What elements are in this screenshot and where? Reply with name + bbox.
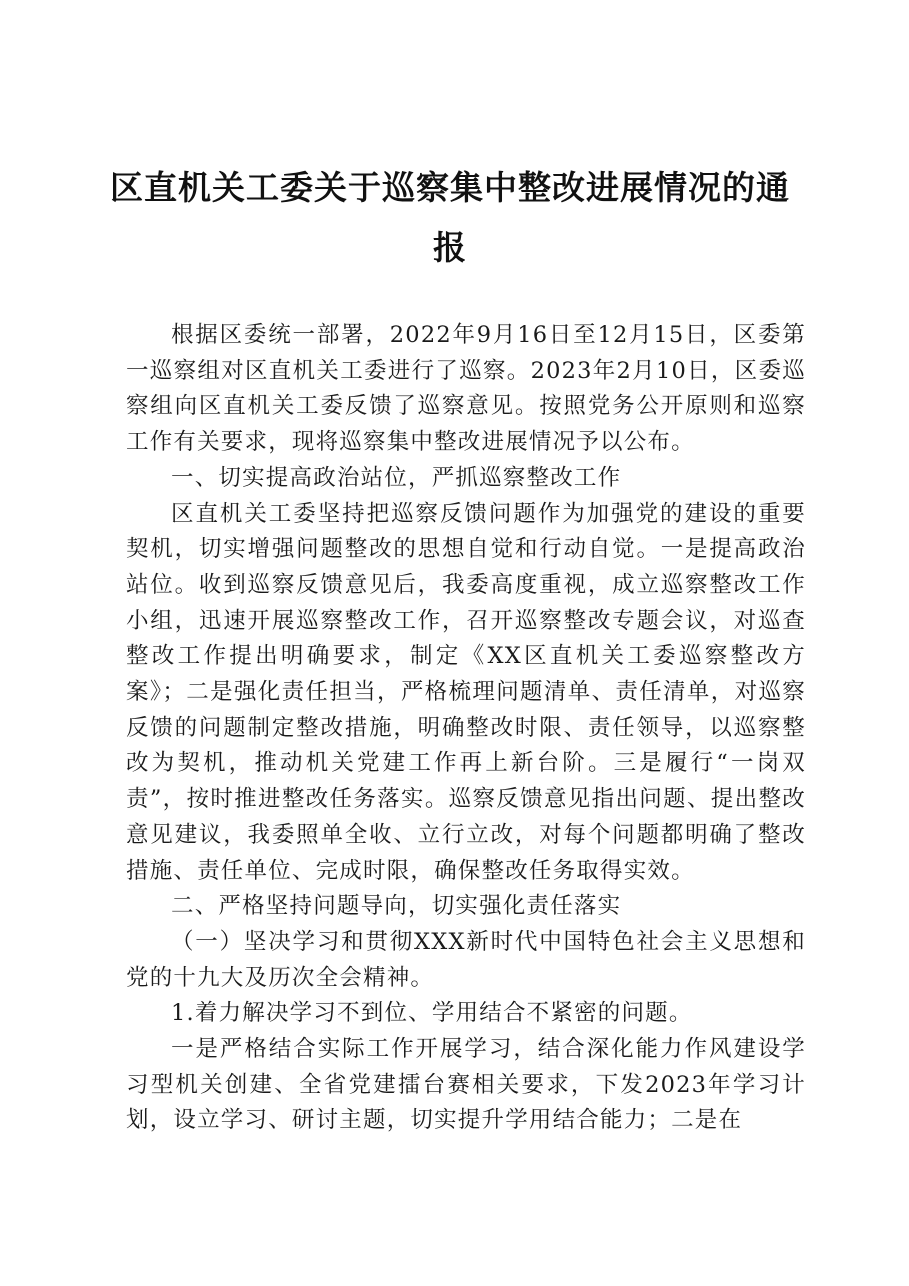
section-heading-2: 二、严格坚持问题导向，切实强化责任落实 [171, 893, 622, 920]
document-body [126, 318, 806, 1139]
item-heading-1: 1.着力解决学习不到位、学用结合不紧密的问题。 [171, 1000, 693, 1027]
document-title: 区直机关工委关于巡察集中整改进展情况的通报 [110, 168, 790, 267]
subsection-heading-1: （一）坚决学习和贯彻XXX新时代中国特色社会主义思想和党的十九大及历次全会精神。 [126, 928, 806, 991]
section-1-paragraph: 区直机关工委坚持把巡察反馈问题作为加强党的建设的重要契机，切实增强问题整改的思想自觉和行动自觉。一是提高政治站位。收到巡察反馈意见后，我委高度重视，成立巡察整改工作小组，迅速开展巡察整改工作，召开巡察整改专题会议，对巡查整改工作提出明确要求，制定《XX区直机关工委巡察整改方案》；二是强化责任担当，严格梳理问题清单、责任清单，对巡察反馈的问题制定整改措施，明确整改时限、责任领导，以巡察整改为契机，推动机关党建工作再上新台阶。三是履行“一岗双责”，按时推进整改任务落实。巡察反馈意见指出问题、提出整改意见建议，我委照单全收、立行立改，对每个问题都明确了整改措施、责任单位、完成时限，确保整改任务取得实效。 [126, 500, 806, 884]
item-1-paragraph: 一是严格结合实际工作开展学习，结合深化能力作风建设学习型机关创建、全省党建擂台赛相关要求，下发2023年学习计划，设立学习、研讨主题，切实提升学用结合能力；二是在 [126, 1036, 806, 1134]
intro-paragraph: 根据区委统一部署，2022年9月16日至12月15日，区委第一巡察组对区直机关工委进行了巡察。2023年2月10日，区委巡察组向区直机关工委反馈了巡察意见。按照党务公开原则和巡察工作有关要求，现将巡察集中整改进展情况予以公布。 [126, 322, 806, 456]
section-heading-1: 一、切实提高政治站位，严抓巡察整改工作 [171, 464, 622, 491]
